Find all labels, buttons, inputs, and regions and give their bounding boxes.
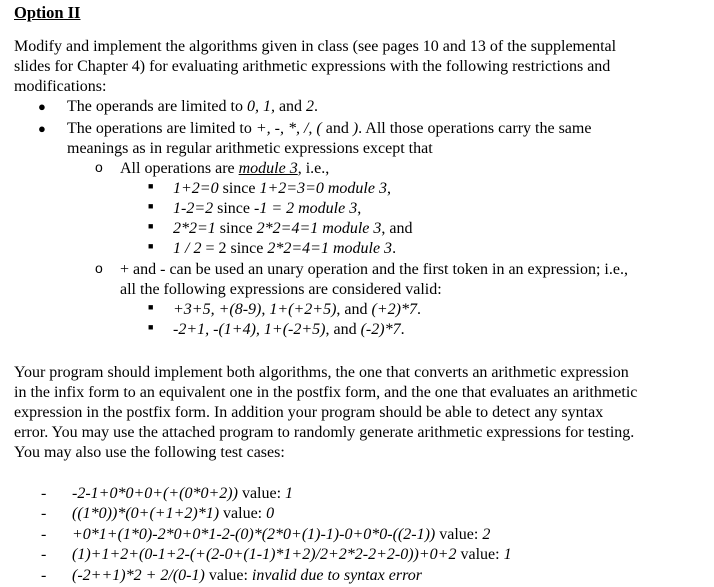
test-dash: -: [41, 546, 47, 563]
bullet-operations-line-1: The operations are limited to +, -, *, /, ( and ). All those operations carry the same: [67, 120, 592, 137]
module-example-2: 1-2=2 since -1 = 2 module 3,: [173, 200, 362, 217]
sub-bullet-module: All operations are module 3, i.e.,: [120, 160, 330, 177]
para-line-4: error. You may use the attached program to randomly generate arithmetic expressions for testing.: [14, 424, 635, 441]
module-example-1: 1+2=0 since 1+2=3=0 module 3,: [173, 180, 391, 197]
bullet-dot: ●: [38, 99, 46, 114]
module-example-3: 2*2=1 since 2*2=4=1 module 3, and: [173, 220, 413, 237]
unary-example-1: +3+5, +(8-9), 1+(+2+5), and (+2)*7.: [173, 301, 421, 318]
bullet-dot: ●: [38, 121, 46, 136]
intro-line-2: slides for Chapter 4) for evaluating arithmetic expressions with the following restrictions and: [14, 58, 611, 75]
test-dash: -: [41, 526, 47, 543]
para-line-5: You may also use the following test cases:: [14, 444, 285, 461]
para-line-3: expression in the postfix form. In addition your program should be able to detect any syntax: [14, 404, 604, 421]
test-dash: -: [41, 567, 47, 584]
sub-bullet-unary-line-2: all the following expressions are considered valid:: [120, 281, 442, 298]
test-case-3: +0*1+(1*0)-2*0+0*1-2-(0)*(2*0+(1)-1)-0+0*0-((2-1)) value: 2: [72, 526, 491, 543]
module-example-4: 1 / 2 = 2 since 2*2=4=1 module 3.: [173, 240, 397, 257]
square-bullet: ■: [148, 181, 154, 191]
test-case-1: -2-1+0*0+0+(+(0*0+2)) value: 1: [72, 485, 294, 502]
square-bullet: ■: [148, 302, 154, 312]
square-bullet: ■: [148, 241, 154, 251]
intro-line-3: modifications:: [14, 78, 107, 95]
test-dash: -: [41, 505, 47, 522]
test-case-2: ((1*0))*(0+(+1+2)*1) value: 0: [72, 505, 275, 522]
bullet-operations-line-2: meanings as in regular arithmetic expressions except that: [67, 140, 433, 157]
sub-bullet-unary-line-1: + and - can be used an unary operation and the first token in an expression; i.e.,: [120, 261, 628, 278]
unary-example-2: -2+1, -(1+4), 1+(-2+5), and (-2)*7.: [173, 321, 405, 338]
test-dash: -: [41, 485, 47, 502]
option-heading: Option II: [14, 3, 81, 22]
intro-line-1: Modify and implement the algorithms given in class (see pages 10 and 13 of the supplemental: [14, 38, 617, 55]
test-case-5: (-2++1)*2 + 2/(0-1) value: invalid due to syntax error: [72, 567, 422, 584]
sub-bullet-circle: o: [95, 260, 103, 276]
para-line-2: in the infix form to an equivalent one in the postfix form, and the one that evaluates an arithmetic: [14, 384, 638, 401]
square-bullet: ■: [148, 322, 154, 332]
sub-bullet-circle: o: [95, 159, 103, 175]
square-bullet: ■: [148, 201, 154, 211]
bullet-operands: The operands are limited to 0, 1, and 2.: [67, 98, 319, 115]
para-line-1: Your program should implement both algorithms, the one that converts an arithmetic expression: [14, 364, 629, 381]
square-bullet: ■: [148, 221, 154, 231]
test-case-4: (1)+1+2+(0-1+2-(+(2-0+(1-1)*1+2)/2+2*2-2+2-0))+0+2 value: 1: [72, 546, 512, 563]
